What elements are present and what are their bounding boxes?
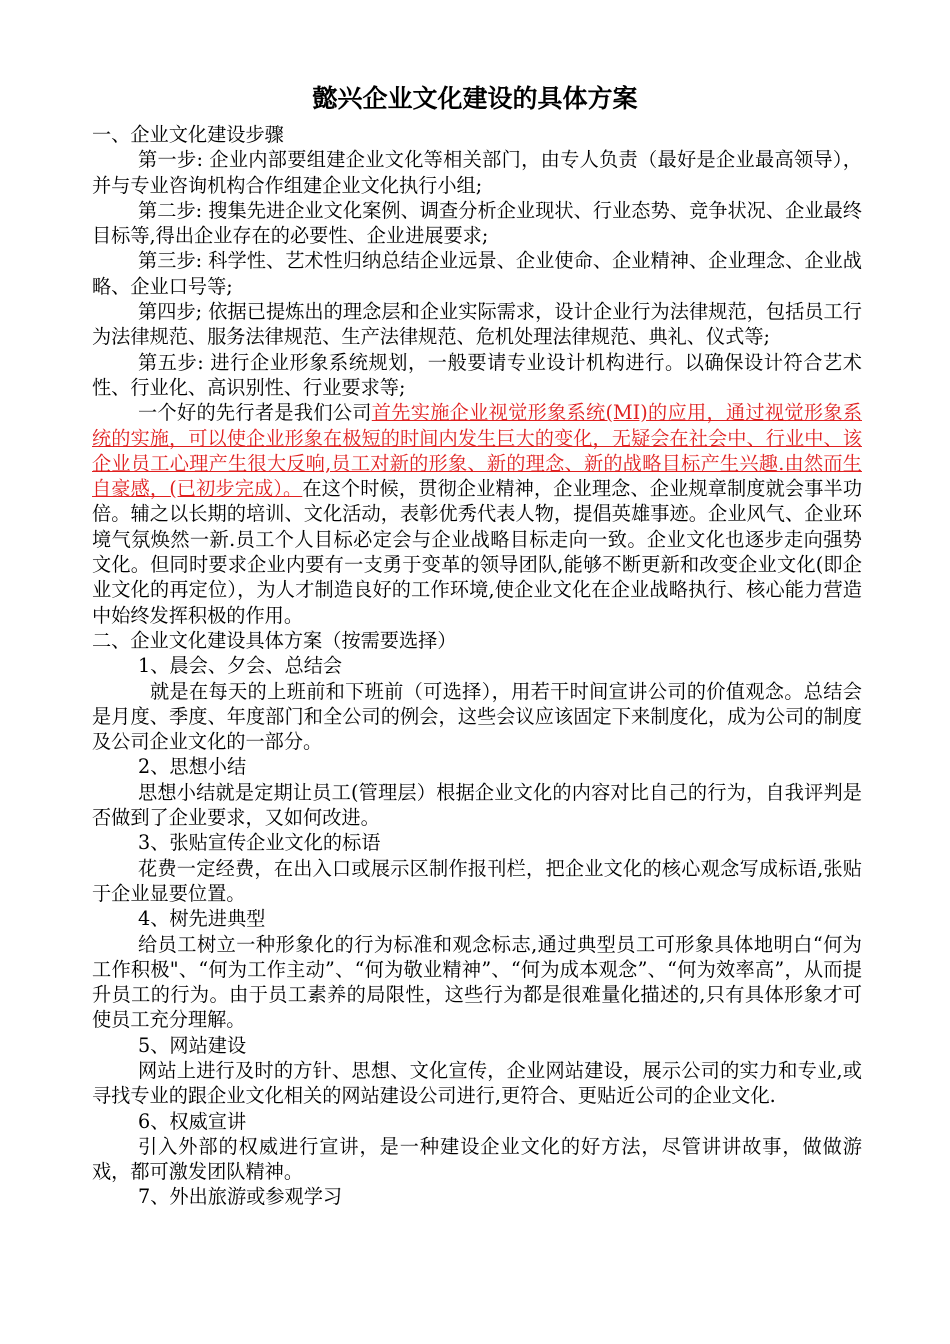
pioneer-lead: 一个好的先行者是我们公司 [138,401,372,425]
section-heading-2: 二、企业文化建设具体方案（按需要选择） [92,628,457,652]
item-title: 5、网站建设 [138,1033,247,1057]
item-text: 引入外部的权威进行宣讲，是一种建设企业文化的好方法，尽管讲讲故事，做做游戏，都可激发团队精神。 [92,1134,862,1184]
step-3: 第三步: 科学性、艺术性归纳总结企业远景、企业使命、企业精神、企业理念、企业战略、企业口号等; [92,249,862,298]
pioneer-paragraph [92,400,862,628]
item-title: 3、张贴宣传企业文化的标语 [138,831,381,855]
section-heading-1: 一、企业文化建设步骤 [92,123,284,146]
item-title: 4、树先进典型 [138,907,266,931]
document-body [92,122,862,1210]
step-1: 第一步: 企业内部要组建企业文化等相关部门，由专人负责（最好是企业最高领导），并与专业咨询机构合作组建企业文化执行小组; [92,148,862,197]
step-5: 第五步: 进行企业形象系统规划，一般要请专业设计机构进行。以确保设计符合艺术性、行业化、高识别性、行业要求等; [92,350,862,399]
item-title: 2、思想小结 [138,755,247,779]
item-title: 7、外出旅游或参观学习 [138,1185,343,1209]
item-text: 花费一定经费，在出入口或展示区制作报刊栏，把企业文化的核心观念写成标语,张贴于企业显要位置。 [92,856,862,905]
document-title: 懿兴企业文化建设的具体方案 [312,84,638,113]
step-4: 第四步; 依据已提炼出的理念层和企业实际需求，设计企业行为法律规范，包括员工行为法律规范、服务法律规范、生产法律规范、危机处理法律规范、典礼、仪式等; [92,300,862,349]
item-title: 6、权威宣讲 [138,1109,247,1133]
item-title: 1、晨会、夕会、总结会 [138,654,343,678]
item-text: 思想小结就是定期让员工(管理层）根据企业文化的内容对比自己的行为，自我评判是否做到了企业要求，又如何改进。 [92,780,862,830]
pioneer-rest: 在这个时候，贯彻企业精神，企业理念、企业规章制度就会事半功倍。辅之以长期的培训、文化活动，表彰优秀代表人物，提倡英雄事迹。企业风气、企业环境气氛焕然一新.员工个人目标必定会与企业战略目标走向一致。企业文化也逐步走向强势文化。但同时要求企业内要有一支勇于变革的领导团队,能够不断更新和改变企业文化(即企业文化的再定位），为人才制造良好的工作环境,使企业文化在企业战略执行、核心能力营造中始终发挥积极的作用。 [92,477,863,627]
item-text: 就是在每天的上班前和下班前（可选择），用若干时间宣讲公司的价值观念。总结会是月度、季度、年度部门和全公司的例会，这些会议应该固定下来制度化，成为公司的制度及公司企业文化的一部分。 [92,679,862,754]
pioneer-highlight: 首先实施企业视觉形象系统(MI)的应用，通过视觉形象系统的实施，可以使企业形象在极短的时间内发生巨大的变化，无疑会在社会中、行业中、该企业员工心理产生很大反响,员工对新的形象、新的理念、新的战略目标产生兴趣.由然而生自豪感，(已初步完成）。 [92,401,863,501]
item-text: 给员工树立一种形象化的行为标准和观念标志,通过典型员工可形象具体地明白“何为工作积极"、“何为工作主动”、“何为敬业精神”、“何为成本观念”、“何为效率高”，从而提升员工的行为。由于员工素养的局限性，这些行为都是很难量化描述的,只有具体形象才可使员工充分理解。 [92,932,862,1032]
step-2: 第二步: 搜集先进企业文化案例、调查分析企业现状、行业态势、竞争状况、企业最终目标等,得出企业存在的必要性、企业进展要求; [92,198,862,248]
item-text: 网站上进行及时的方针、思想、文化宣传，企业网站建设，展示公司的实力和专业,或寻找专业的跟企业文化相关的网站建设公司进行,更符合、更贴近公司的企业文化. [92,1058,862,1108]
